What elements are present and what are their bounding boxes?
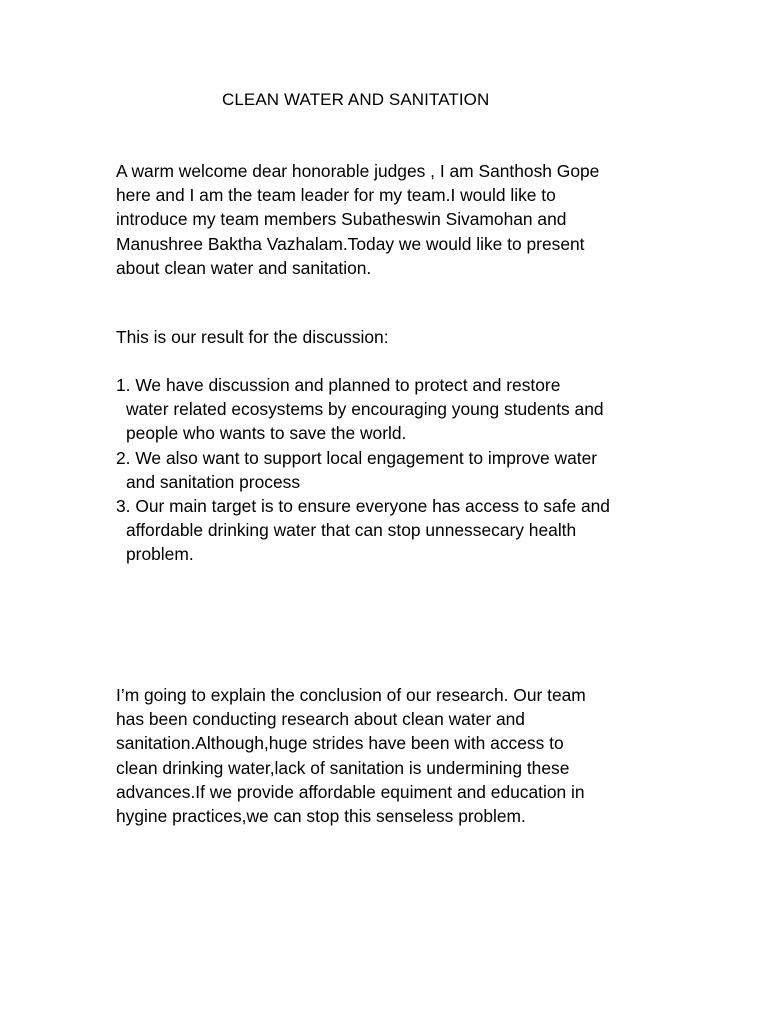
intro-line: about clean water and sanitation. (116, 257, 372, 278)
document-title: CLEAN WATER AND SANITATION (222, 90, 490, 109)
list-item-line: 1. We have discussion and planned to protect and restore (116, 375, 561, 395)
intro-line: here and I am the team leader for my team.I would like to (116, 185, 556, 206)
conclusion-line: I’m going to explain the conclusion of our research. Our team (116, 685, 586, 705)
list-item-line: 2. We also want to support local engagement to improve water (116, 447, 598, 468)
intro-line: Manushree Baktha Vazhalam.Today we would like to present (116, 233, 585, 254)
intro-line: A warm welcome dear honorable judges , I am Santhosh Gope (116, 161, 600, 181)
list-item-line: water related ecosystems by encouraging young students and (126, 399, 604, 420)
result-heading-text: This is our result for the discussion: (116, 327, 389, 347)
result-heading (116, 325, 676, 349)
conclusion-line: hygine practices,we can stop this senseless problem. (116, 806, 526, 827)
list-item (116, 373, 676, 446)
list-item (116, 446, 676, 494)
list-item-line: problem. (126, 544, 194, 565)
conclusion-line: has been conducting research about clean water and (116, 709, 525, 730)
intro-line: introduce my team members Subatheswin Sivamohan and (116, 209, 567, 230)
intro-paragraph (116, 159, 676, 280)
list-item-line: affordable drinking water that can stop unnessecary health (126, 520, 577, 541)
list-item (116, 494, 676, 567)
list-item-line: and sanitation process (126, 471, 301, 492)
conclusion-paragraph (116, 683, 676, 828)
list-item-line: 3. Our main target is to ensure everyone has access to safe and (116, 496, 610, 517)
conclusion-line: advances.If we provide affordable equiment and education in (116, 781, 585, 802)
list-item-line: people who wants to save the world. (126, 423, 407, 444)
result-list (116, 373, 676, 567)
conclusion-line: clean drinking water,lack of sanitation is undermining these (116, 757, 570, 778)
conclusion-line: sanitation.Although,huge strides have been with access to (116, 733, 564, 754)
